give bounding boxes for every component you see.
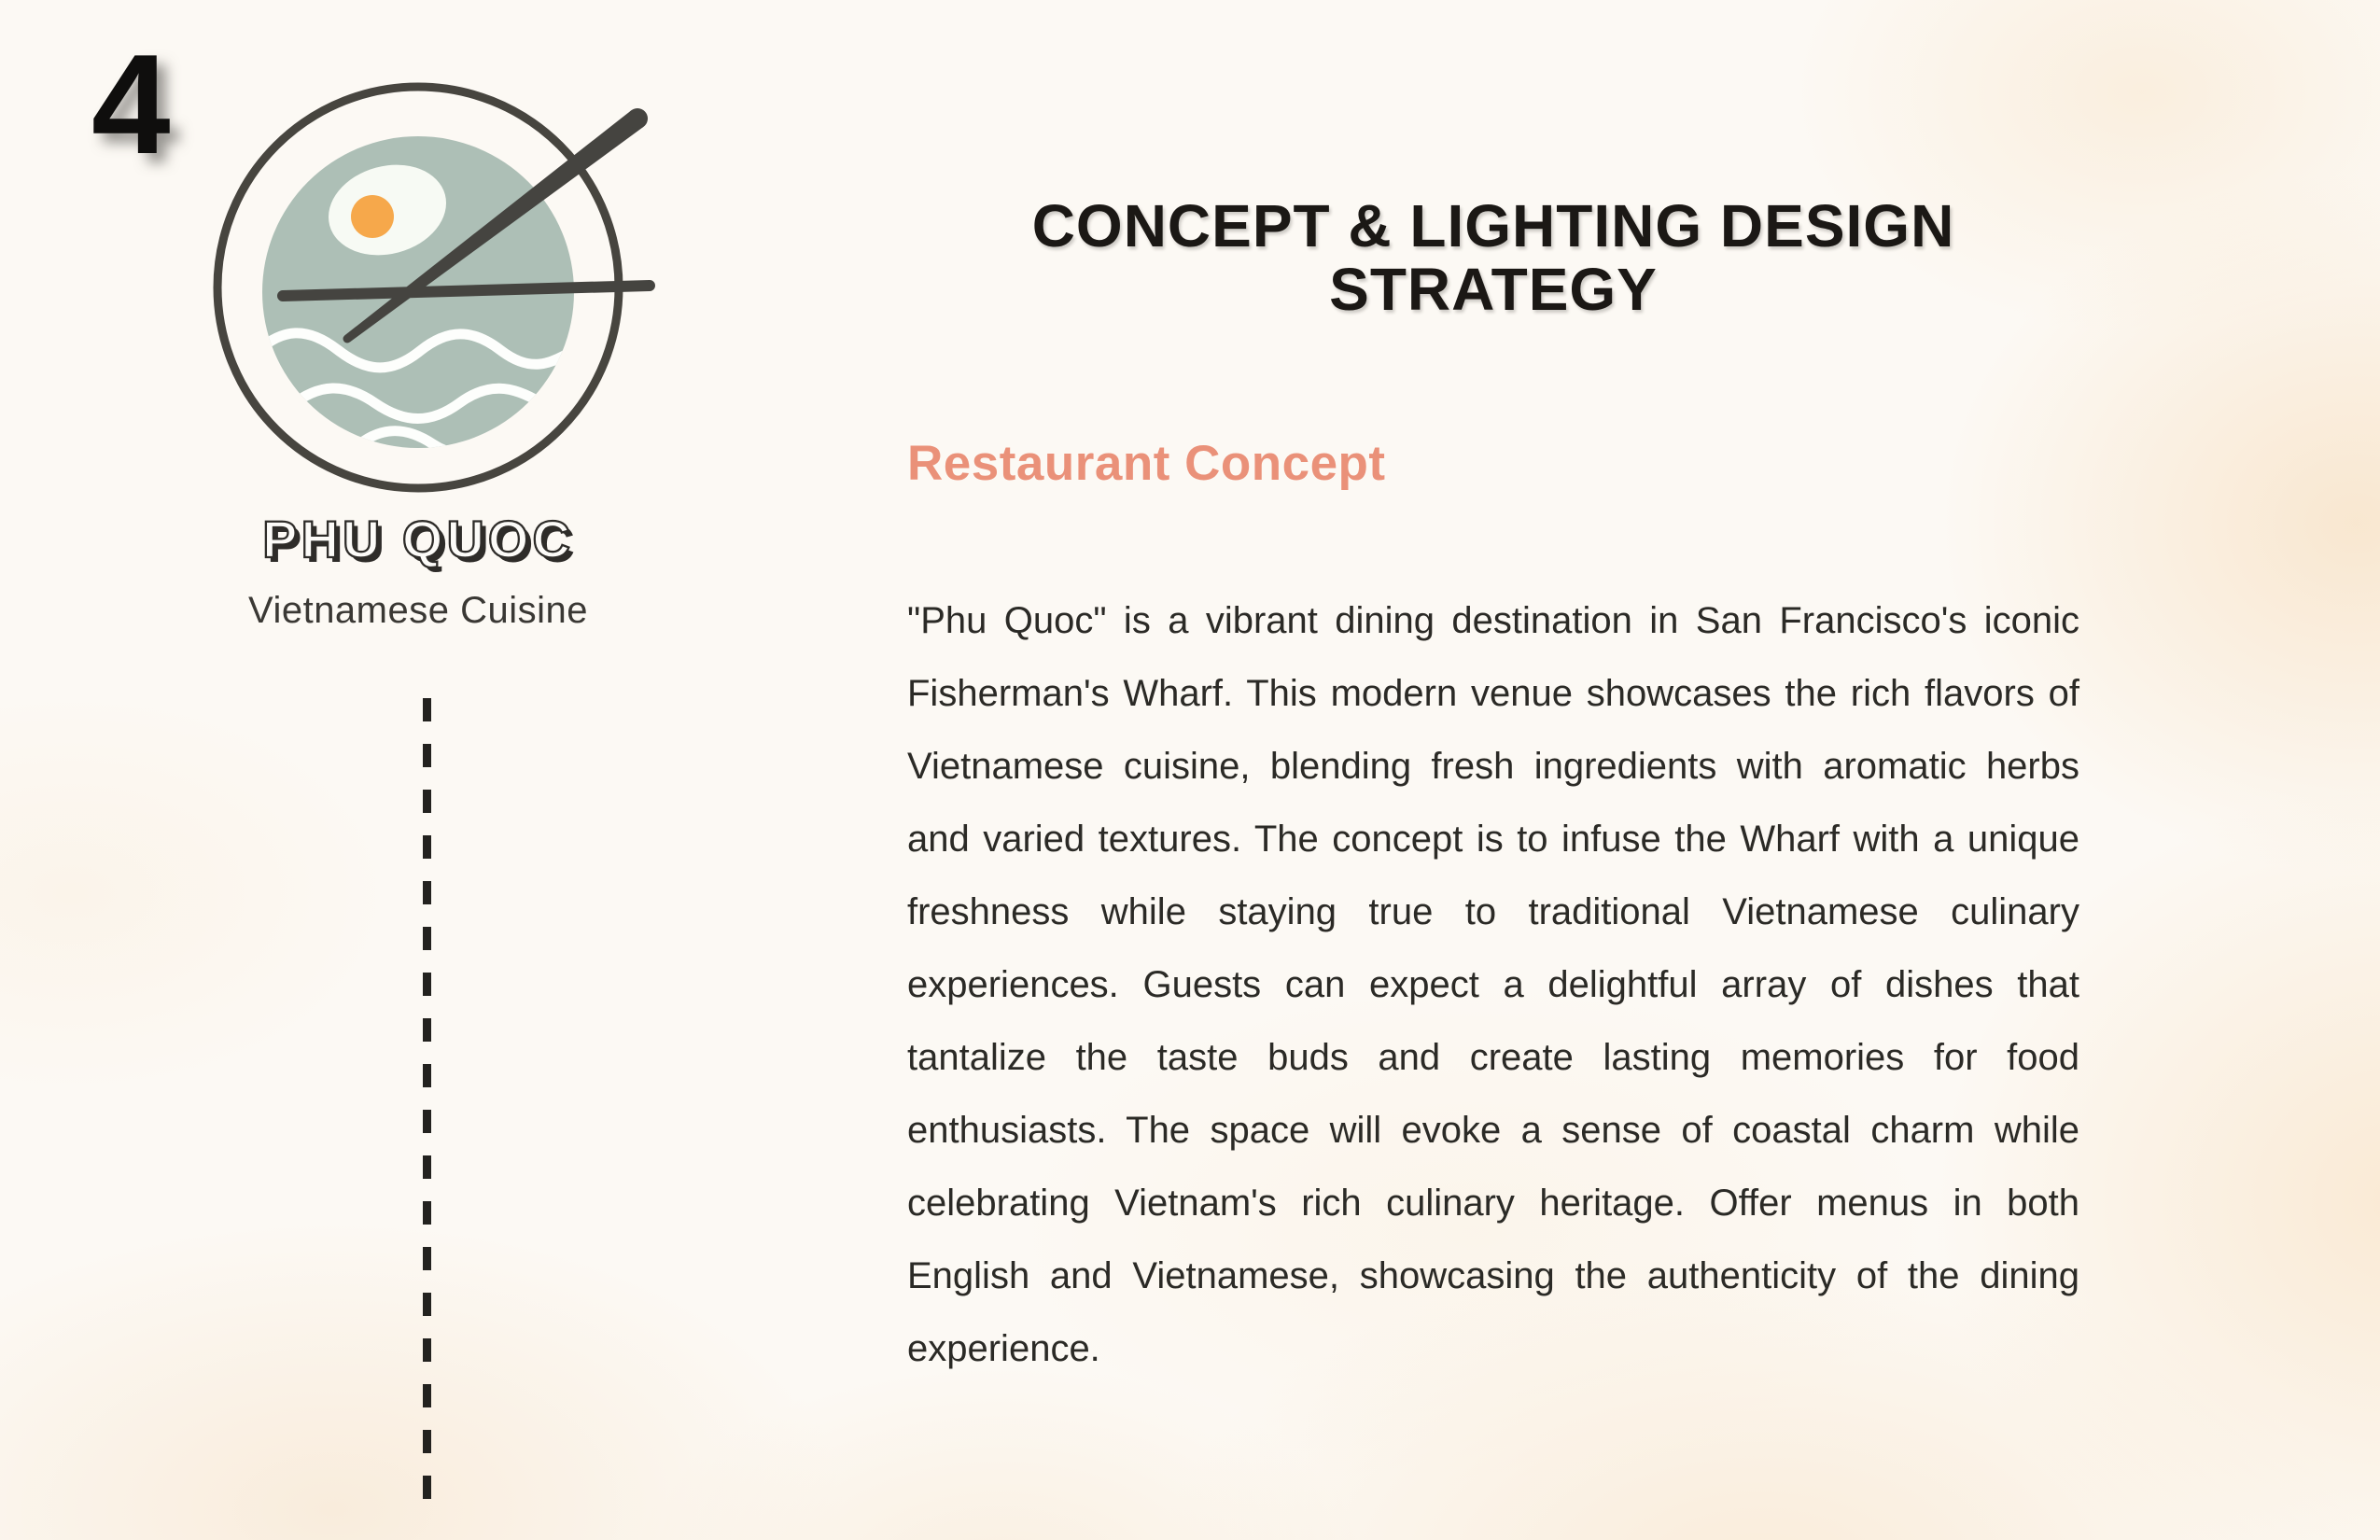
restaurant-logo-bowl-icon — [205, 75, 672, 541]
page-number: 4 — [91, 25, 171, 184]
body-paragraph: "Phu Quoc" is a vibrant dining destination in San Francisco's iconic Fisherman's Wharf. This modern venue showcases the rich flavors of Vietnamese cuisine, blending fresh ingredients with aromatic herbs and varied textures. The concept is to infuse the Wharf with a unique freshness while staying true to traditional Vietnamese culinary experiences. Guests can expect a delightful array of dishes that tantalize the taste buds and create lasting memories for food enthusiasts. The space will evoke a sense of coastal charm while celebrating Vietnam's rich culinary heritage. Offer menus in both English and Vietnamese, showcasing the authenticity of the dining experience. — [907, 600, 2079, 1369]
fried-egg-yolk — [351, 195, 394, 238]
section-heading: Restaurant Concept — [907, 435, 1386, 491]
vertical-dashed-divider — [423, 698, 431, 1503]
chopstick-diagonal-tip-thick — [627, 108, 648, 129]
page-title: CONCEPT & LIGHTING DESIGN STRATEGY — [1031, 191, 1955, 323]
brand-name: PHU QUOC — [262, 510, 574, 568]
brand-tagline: Vietnamese Cuisine — [247, 590, 589, 631]
chopstick-diagonal-tip-thin — [343, 335, 352, 343]
